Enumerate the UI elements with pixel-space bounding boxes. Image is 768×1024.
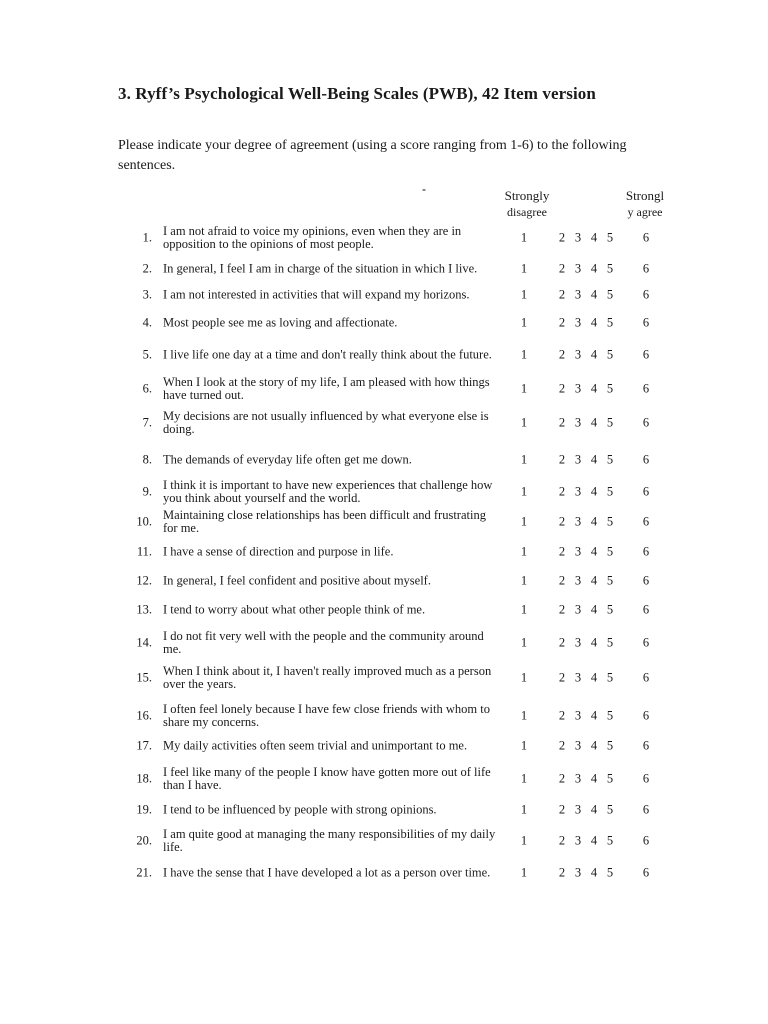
rating-option-1[interactable]: 1 (520, 484, 528, 499)
rating-option-1[interactable]: 1 (520, 573, 528, 588)
item-row (0, 374, 768, 404)
item-statement: Most people see me as loving and affectionate. (163, 315, 398, 330)
rating-option-4[interactable]: 4 (590, 670, 598, 685)
rating-option-5[interactable]: 5 (606, 315, 614, 330)
rating-option-3[interactable]: 3 (574, 833, 582, 848)
rating-option-1[interactable]: 1 (520, 261, 528, 276)
rating-option-1[interactable]: 1 (520, 738, 528, 753)
rating-option-4[interactable]: 4 (590, 771, 598, 786)
item-number: 1. (142, 230, 152, 245)
item-statement: When I look at the story of my life, I am pleased with how things have turned out. (163, 375, 490, 402)
rating-option-1[interactable]: 1 (520, 802, 528, 817)
item-statement: I often feel lonely because I have few close friends with whom to share my concerns. (163, 702, 490, 729)
header-agree-line2: y agree (627, 205, 663, 219)
rating-option-6[interactable]: 6 (642, 315, 650, 330)
item-number: 16. (136, 708, 152, 723)
rating-option-1[interactable]: 1 (520, 347, 528, 362)
rating-option-5[interactable]: 5 (606, 381, 614, 396)
rating-option-1[interactable]: 1 (520, 287, 528, 302)
header-strongly-disagree (497, 188, 557, 220)
item-row (0, 507, 768, 537)
item-statement: I think it is important to have new experiences that challenge how you think about yourself and the world. (163, 478, 493, 505)
rating-option-5[interactable]: 5 (606, 230, 614, 245)
item-row (0, 408, 768, 438)
rating-option-2[interactable]: 2 (558, 544, 566, 559)
rating-option-1[interactable]: 1 (520, 771, 528, 786)
rating-option-4[interactable]: 4 (590, 833, 598, 848)
rating-option-2[interactable]: 2 (558, 514, 566, 529)
rating-option-2[interactable]: 2 (558, 833, 566, 848)
rating-option-6[interactable]: 6 (642, 484, 650, 499)
item-statement: I have a sense of direction and purpose in life. (163, 544, 394, 559)
rating-option-3[interactable]: 3 (574, 230, 582, 245)
item-row (0, 858, 768, 888)
item-number: 5. (142, 347, 152, 362)
item-statement: I tend to be influenced by people with strong opinions. (163, 802, 437, 817)
item-row (0, 340, 768, 370)
rating-option-5[interactable]: 5 (606, 833, 614, 848)
rating-option-5[interactable]: 5 (606, 452, 614, 467)
rating-option-1[interactable]: 1 (520, 452, 528, 467)
rating-option-4[interactable]: 4 (590, 544, 598, 559)
item-number: 11. (136, 544, 152, 559)
page-title: 3. Ryff’s Psychological Well-Being Scales (PWB), 42 Item version (118, 84, 596, 103)
rating-option-2[interactable]: 2 (558, 708, 566, 723)
rating-option-5[interactable]: 5 (606, 771, 614, 786)
rating-option-1[interactable]: 1 (520, 865, 528, 880)
item-statement: In general, I feel I am in charge of the situation in which I live. (163, 261, 478, 276)
rating-option-5[interactable]: 5 (606, 484, 614, 499)
item-number: 8. (142, 452, 152, 467)
item-number: 2. (142, 261, 152, 276)
item-statement: I tend to worry about what other people think of me. (163, 602, 426, 617)
item-statement: I feel like many of the people I know have gotten more out of life than I have. (163, 765, 491, 792)
rating-option-4[interactable]: 4 (590, 514, 598, 529)
rating-option-3[interactable]: 3 (574, 771, 582, 786)
item-number: 12. (136, 573, 152, 588)
rating-option-4[interactable]: 4 (590, 708, 598, 723)
rating-option-6[interactable]: 6 (642, 573, 650, 588)
item-statement: I live life one day at a time and don't really think about the future. (163, 347, 492, 362)
rating-option-1[interactable]: 1 (520, 230, 528, 245)
item-row (0, 595, 768, 625)
rating-option-6[interactable]: 6 (642, 602, 650, 617)
item-statement: The demands of everyday life often get me down. (163, 452, 412, 467)
rating-option-5[interactable]: 5 (606, 287, 614, 302)
rating-option-3[interactable]: 3 (574, 635, 582, 650)
rating-option-3[interactable]: 3 (574, 484, 582, 499)
rating-option-6[interactable]: 6 (642, 452, 650, 467)
rating-option-1[interactable]: 1 (520, 635, 528, 650)
rating-option-4[interactable]: 4 (590, 738, 598, 753)
rating-option-6[interactable]: 6 (642, 865, 650, 880)
rating-option-2[interactable]: 2 (558, 771, 566, 786)
rating-option-4[interactable]: 4 (590, 635, 598, 650)
rating-option-2[interactable]: 2 (558, 347, 566, 362)
rating-option-3[interactable]: 3 (574, 708, 582, 723)
item-row (0, 445, 768, 475)
rating-option-6[interactable]: 6 (642, 544, 650, 559)
rating-option-2[interactable]: 2 (558, 261, 566, 276)
rating-option-3[interactable]: 3 (574, 347, 582, 362)
rating-option-3[interactable]: 3 (574, 452, 582, 467)
rating-option-1[interactable]: 1 (520, 315, 528, 330)
header-strongly-agree (620, 188, 670, 220)
rating-option-3[interactable]: 3 (574, 381, 582, 396)
item-row (0, 628, 768, 658)
item-statement: I am not afraid to voice my opinions, even when they are in opposition to the opinions of most people. (163, 224, 462, 251)
rating-option-5[interactable]: 5 (606, 708, 614, 723)
rating-option-2[interactable]: 2 (558, 230, 566, 245)
rating-option-6[interactable]: 6 (642, 771, 650, 786)
rating-option-2[interactable]: 2 (558, 573, 566, 588)
rating-option-3[interactable]: 3 (574, 287, 582, 302)
rating-option-5[interactable]: 5 (606, 602, 614, 617)
rating-option-3[interactable]: 3 (574, 602, 582, 617)
rating-option-5[interactable]: 5 (606, 347, 614, 362)
rating-option-1[interactable]: 1 (520, 415, 528, 430)
rating-option-4[interactable]: 4 (590, 573, 598, 588)
rating-option-6[interactable]: 6 (642, 415, 650, 430)
rating-option-2[interactable]: 2 (558, 381, 566, 396)
rating-option-4[interactable]: 4 (590, 865, 598, 880)
rating-option-2[interactable]: 2 (558, 315, 566, 330)
item-number: 10. (136, 514, 152, 529)
rating-option-5[interactable]: 5 (606, 261, 614, 276)
rating-option-2[interactable]: 2 (558, 670, 566, 685)
rating-option-6[interactable]: 6 (642, 738, 650, 753)
item-row (0, 308, 768, 338)
item-statement: I have the sense that I have developed a lot as a person over time. (163, 865, 491, 880)
rating-option-2[interactable]: 2 (558, 602, 566, 617)
item-number: 4. (142, 315, 152, 330)
rating-option-3[interactable]: 3 (574, 573, 582, 588)
item-row (0, 223, 768, 253)
rating-option-2[interactable]: 2 (558, 452, 566, 467)
item-statement: Maintaining close relationships has been difficult and frustrating for me. (163, 508, 486, 535)
rating-option-3[interactable]: 3 (574, 261, 582, 276)
item-statement: My decisions are not usually influenced by what everyone else is doing. (163, 409, 489, 436)
rating-option-5[interactable]: 5 (606, 415, 614, 430)
item-number: 3. (142, 287, 152, 302)
item-statement: I am quite good at managing the many responsibilities of my daily life. (163, 827, 496, 854)
rating-option-3[interactable]: 3 (574, 865, 582, 880)
rating-option-5[interactable]: 5 (606, 573, 614, 588)
rating-option-3[interactable]: 3 (574, 315, 582, 330)
item-statement: My daily activities often seem trivial and unimportant to me. (163, 738, 468, 753)
item-number: 9. (142, 484, 152, 499)
rating-option-3[interactable]: 3 (574, 802, 582, 817)
rating-option-4[interactable]: 4 (590, 415, 598, 430)
rating-option-1[interactable]: 1 (520, 514, 528, 529)
rating-option-4[interactable]: 4 (590, 315, 598, 330)
header-disagree-line2: disagree (507, 205, 547, 219)
item-statement: I do not fit very well with the people and the community around me. (163, 629, 484, 656)
rating-option-2[interactable]: 2 (558, 802, 566, 817)
rating-option-2[interactable]: 2 (558, 865, 566, 880)
rating-option-6[interactable]: 6 (642, 708, 650, 723)
rating-option-6[interactable]: 6 (642, 833, 650, 848)
rating-option-3[interactable]: 3 (574, 670, 582, 685)
item-number: 17. (136, 738, 152, 753)
rating-option-4[interactable]: 4 (590, 452, 598, 467)
item-number: 18. (136, 771, 152, 786)
item-row (0, 826, 768, 856)
item-row (0, 566, 768, 596)
rating-option-1[interactable]: 1 (520, 544, 528, 559)
rating-option-4[interactable]: 4 (590, 261, 598, 276)
rating-option-2[interactable]: 2 (558, 415, 566, 430)
item-row (0, 280, 768, 310)
item-number: 14. (136, 635, 152, 650)
item-row (0, 537, 768, 567)
rating-option-2[interactable]: 2 (558, 635, 566, 650)
rating-option-5[interactable]: 5 (606, 514, 614, 529)
rating-option-4[interactable]: 4 (590, 802, 598, 817)
rating-option-6[interactable]: 6 (642, 287, 650, 302)
item-row (0, 701, 768, 731)
rating-option-3[interactable]: 3 (574, 544, 582, 559)
rating-option-5[interactable]: 5 (606, 670, 614, 685)
rating-option-1[interactable]: 1 (520, 381, 528, 396)
item-row (0, 731, 768, 761)
item-row (0, 477, 768, 507)
rating-option-3[interactable]: 3 (574, 415, 582, 430)
item-statement: When I think about it, I haven't really improved much as a person over the years. (163, 664, 492, 691)
rating-option-2[interactable]: 2 (558, 484, 566, 499)
rating-option-5[interactable]: 5 (606, 738, 614, 753)
stray-mark: - (422, 182, 426, 196)
header-disagree-line1: Strongly (504, 188, 550, 203)
item-row (0, 764, 768, 794)
rating-option-6[interactable]: 6 (642, 230, 650, 245)
rating-option-5[interactable]: 5 (606, 544, 614, 559)
rating-option-6[interactable]: 6 (642, 514, 650, 529)
rating-option-4[interactable]: 4 (590, 287, 598, 302)
rating-option-2[interactable]: 2 (558, 287, 566, 302)
item-number: 7. (142, 415, 152, 430)
rating-option-1[interactable]: 1 (520, 833, 528, 848)
rating-option-3[interactable]: 3 (574, 738, 582, 753)
item-number: 19. (136, 802, 152, 817)
item-row (0, 795, 768, 825)
rating-option-6[interactable]: 6 (642, 347, 650, 362)
item-number: 20. (136, 833, 152, 848)
header-agree-line1: Strongl (625, 188, 665, 203)
rating-option-4[interactable]: 4 (590, 602, 598, 617)
instructions: Please indicate your degree of agreement (using a score ranging from 1-6) to the following sentences. (118, 138, 627, 173)
rating-option-6[interactable]: 6 (642, 670, 650, 685)
rating-option-6[interactable]: 6 (642, 802, 650, 817)
rating-option-5[interactable]: 5 (606, 802, 614, 817)
rating-option-1[interactable]: 1 (520, 670, 528, 685)
rating-option-5[interactable]: 5 (606, 865, 614, 880)
rating-option-5[interactable]: 5 (606, 635, 614, 650)
rating-option-1[interactable]: 1 (520, 708, 528, 723)
rating-option-6[interactable]: 6 (642, 635, 650, 650)
item-statement: In general, I feel confident and positive about myself. (163, 573, 431, 588)
rating-option-3[interactable]: 3 (574, 514, 582, 529)
item-number: 21. (136, 865, 152, 880)
item-number: 15. (136, 670, 152, 685)
rating-option-6[interactable]: 6 (642, 381, 650, 396)
item-statement: I am not interested in activities that will expand my horizons. (163, 287, 470, 302)
item-number: 13. (136, 602, 152, 617)
rating-option-4[interactable]: 4 (590, 230, 598, 245)
rating-option-4[interactable]: 4 (590, 347, 598, 362)
rating-option-1[interactable]: 1 (520, 602, 528, 617)
rating-option-2[interactable]: 2 (558, 738, 566, 753)
rating-option-6[interactable]: 6 (642, 261, 650, 276)
item-row (0, 663, 768, 693)
rating-option-4[interactable]: 4 (590, 381, 598, 396)
rating-option-4[interactable]: 4 (590, 484, 598, 499)
item-number: 6. (142, 381, 152, 396)
